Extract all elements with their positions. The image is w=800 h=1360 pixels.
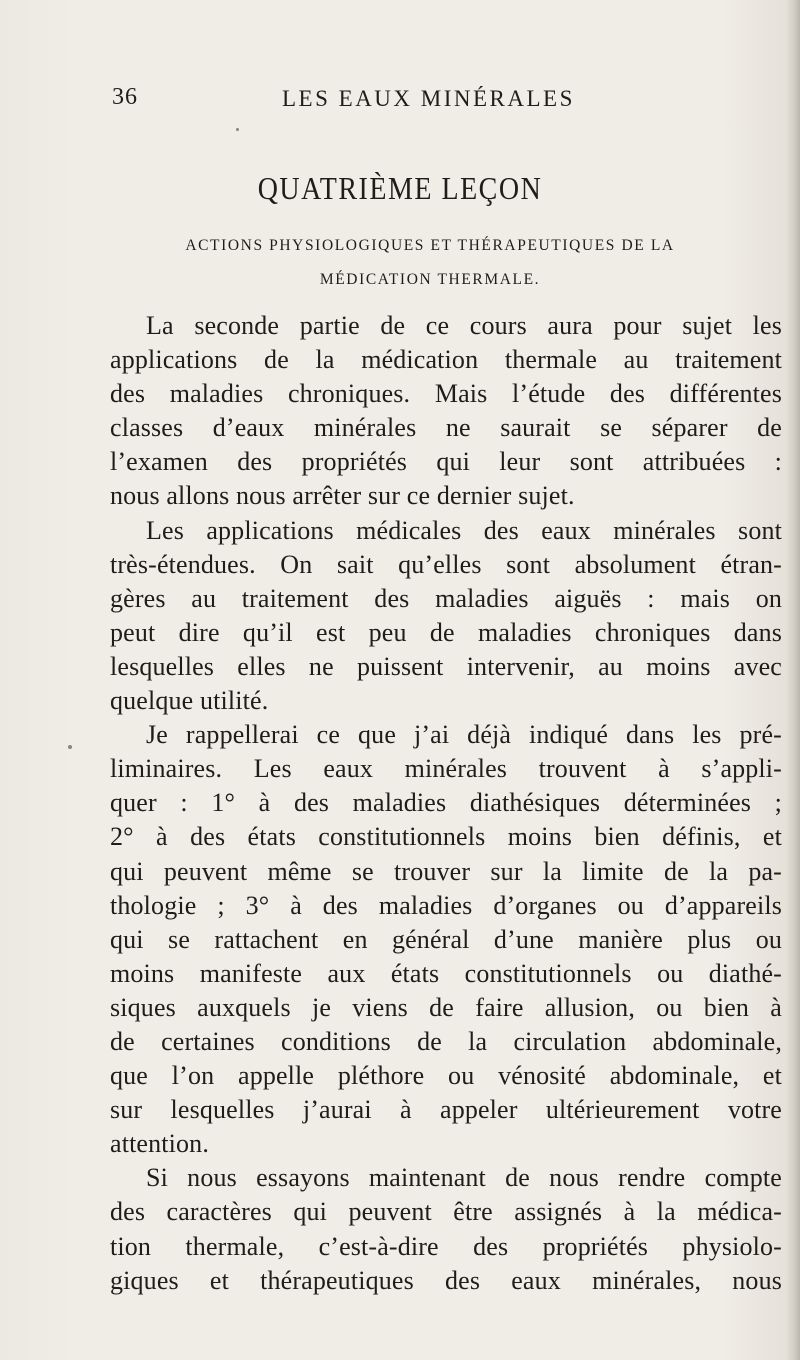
body-text	[110, 309, 782, 1298]
text-line: des caractères qui peuvent être assignés à la médica-	[110, 1197, 782, 1227]
text-line: quer : 1° à des maladies diathésiques déterminées ;	[110, 788, 782, 818]
paragraph-2	[110, 514, 782, 719]
text-line: peut dire qu’il est peu de maladies chroniques dans	[110, 617, 782, 647]
paragraph-4	[110, 1161, 782, 1297]
text-line: Si nous essayons maintenant de nous rendre compte	[146, 1163, 782, 1193]
text-line: thologie ; 3° à des maladies d’organes ou d’appareils	[110, 890, 782, 920]
chapter-title: QUATRIÈME LEÇON	[257, 172, 543, 207]
text-line: de certaines conditions de la circulation abdominale,	[110, 1026, 782, 1056]
text-line: classes d’eaux minérales ne saurait se séparer de	[110, 413, 782, 443]
text-line: sur lesquelles j’aurai à appeler ultérieurement votre	[110, 1095, 782, 1125]
paragraph-1	[110, 309, 782, 514]
text-line: lesquelles elles ne puissent intervenir, au moins avec	[110, 651, 782, 681]
text-line: giques et thérapeutiques des eaux minérales, nous	[110, 1265, 782, 1295]
paper-speck	[236, 128, 239, 131]
text-line: nous allons nous arrêter sur ce dernier sujet.	[110, 481, 575, 511]
text-line: siques auxquels je viens de faire allusion, ou bien à	[110, 992, 782, 1022]
text-line: Les applications médicales des eaux minérales sont	[146, 515, 782, 545]
text-line: moins manifeste aux états constitutionnels ou diathé-	[110, 958, 782, 988]
text-line: 2° à des états constitutionnels moins bien définis, et	[110, 822, 782, 852]
chapter-subtitle	[150, 229, 710, 297]
text-line: Je rappellerai ce que j’ai déjà indiqué dans les pré-	[146, 720, 782, 750]
text-line: tion thermale, c’est-à-dire des propriétés physiolo-	[110, 1231, 782, 1261]
text-line: La seconde partie de ce cours aura pour sujet les	[146, 311, 782, 340]
text-line: très-étendues. On sait qu’elles sont absolument étran-	[110, 549, 782, 579]
paper-speck	[68, 745, 72, 749]
chapter-subtitle-line-1: ACTIONS PHYSIOLOGIQUES ET THÉRAPEUTIQUES DE LA	[185, 237, 675, 254]
page-header	[112, 84, 772, 124]
text-line: qui se rattachent en général d’une manière plus ou	[110, 924, 782, 954]
text-line: liminaires. Les eaux minérales trouvent à s’appli-	[110, 754, 782, 784]
page-number: 36	[112, 84, 138, 110]
text-line: l’examen des propriétés qui leur sont attribuées :	[110, 447, 782, 477]
text-line: attention.	[110, 1129, 209, 1159]
paragraph-3	[110, 718, 782, 1161]
text-line: qui peuvent même se trouver sur la limite de la pa-	[110, 856, 782, 886]
chapter-subtitle-line-2: MÉDICATION THERMALE.	[319, 271, 541, 288]
text-line: applications de la médication thermale au traitement	[110, 345, 782, 375]
text-line: que l’on appelle pléthore ou vénosité abdominale, et	[110, 1061, 782, 1091]
text-line: des maladies chroniques. Mais l’étude des différentes	[110, 379, 782, 409]
running-head: LES EAUX MINÉRALES	[282, 86, 575, 111]
text-line: quelque utilité.	[110, 686, 269, 716]
text-line: gères au traitement des maladies aiguës : mais on	[110, 583, 782, 613]
